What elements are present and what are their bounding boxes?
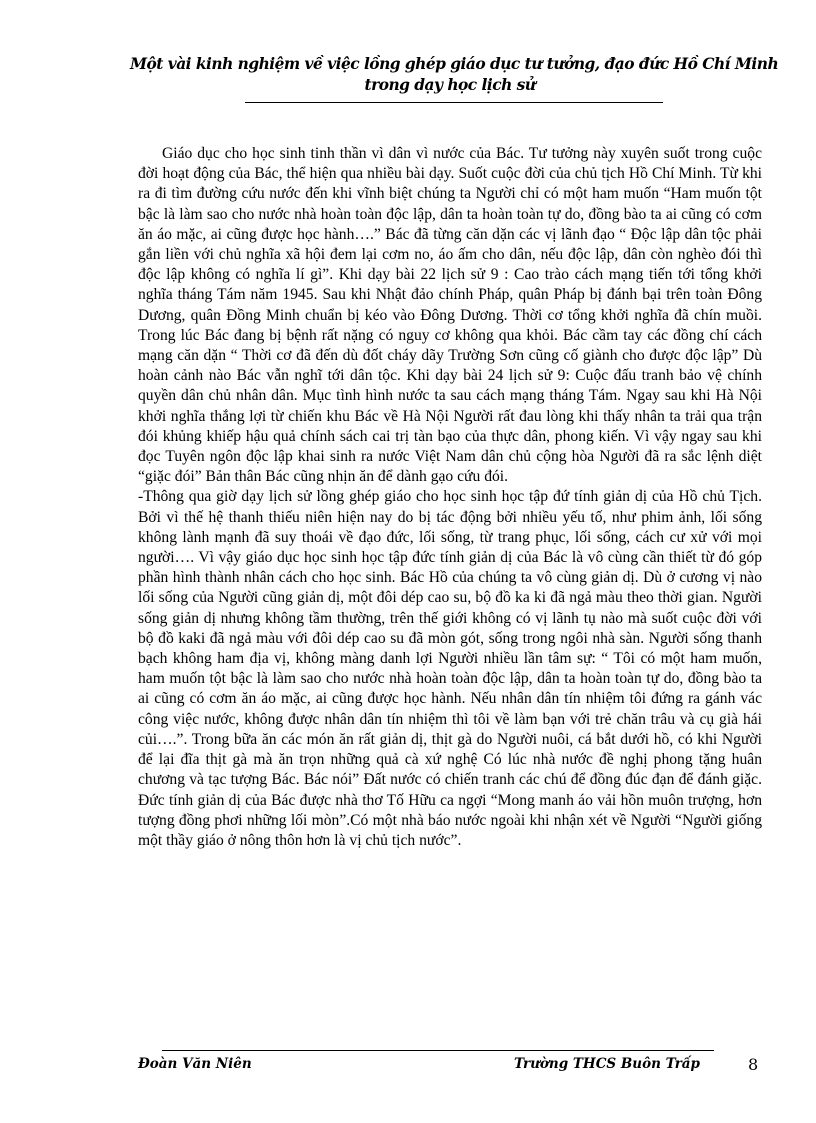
page-number: 8	[748, 1055, 759, 1074]
body-paragraph-2: -Thông qua giờ dạy lịch sử lồng ghép giáo cho học sinh học tập đứ tính giản dị của Hồ chủ Tịch. Bởi vì thế hệ thanh thiếu niên hiện nay do bị tác động bởi nhiều yếu tố, như phim ảnh, lối sống không lành mạnh đã suy thoái về đạo đức, lối sống, từ trang phục, lối sống, cách cư xử với mọi người…. Vì vậy giáo dục học sinh học tập đức tính giản dị của Bác là vô cùng cần thiết từ đó góp phần hình thành nhân cách cho học sinh. Bác Hồ của chúng ta vô cùng giản dị. Dù ở cương vị nào lối sống của Người cũng giản dị, một đôi dép cao su, bộ đồ ka ki đã ngả màu theo thời gian. Người sống giản dị nhưng không tầm thường, trên thế giới không có vị lãnh tụ nào mà suốt cuộc đời với bộ đồ kaki đã ngả màu với đôi dép cao su đã mòn gót, sống trong ngôi nhà sàn. Người sống thanh bạch không ham địa vị, không màng danh lợi Người nhiều lần tâm sự: “ Tôi có một ham muốn, ham muốn tột bậc là làm sao cho nước nhà hoàn toàn độc lập, dân ta hoàn toàn tự do, đồng bào ta ai cũng có cơm ăn áo mặc, ai cũng được học hành. Nếu nhân dân tín nhiệm tôi đứng ra gánh vác công việc nước, không được nhân dân tín nhiệm thì tôi về làm bạn với trẻ chăn trâu và cụ già hái củi….”. Trong bữa ăn các món ăn rất giản dị, thịt gà do Người nuôi, cá bắt dưới hồ, có khi Người để lại đĩa thịt gà mà ăn trọn những quả cà xứ nghệ Có lúc nhà nước đề nghị phong tặng huân chương và tạc tượng Bác. Bác nói” Đất nước có chiến tranh các chú để đồng đúc đạn để đánh giặc. Đức tính giản dị của Bác được nhà thơ Tố Hữu ca ngợi “Mong manh áo vải hồn muôn trượng, hơn tượng đồng phơi những lối mòn”.Có một nhà báo nước ngoài khi nhận xét về Người “Người giống một thầy giáo ở nông thôn hơn là vị chủ tịch nước”.	[138, 488, 762, 849]
footer-school: Trường THCS Buôn Trấp	[513, 1056, 700, 1072]
page-footer	[138, 1054, 770, 1078]
document-title-line-1: Một vài kinh nghiệm về việc lồng ghép giáo dục tư tưởng, đạo đức Hồ Chí Minh	[130, 55, 779, 73]
footer-divider	[162, 1050, 714, 1051]
footer-author: Đoàn Văn Niên	[138, 1056, 252, 1072]
document-body	[138, 144, 762, 851]
header-divider	[245, 102, 663, 103]
document-title-line-2: trong dạy học lịch sử	[364, 76, 536, 94]
document-title	[130, 54, 779, 96]
body-paragraph-1: Giáo dục cho học sinh tinh thần vì dân vì nước của Bác. Tư tưởng này xuyên suốt trong cuộc đời hoạt động của Bác, thể hiện qua nhiều bài dạy. Suốt cuộc đời của chủ tịch Hồ Chí Minh. Từ khi ra đi tìm đường cứu nước đến khi vĩnh biệt chúng ta Người chỉ có một ham muốn “Ham muốn tột bậc là làm sao cho nước nhà hoàn toàn độc lập, dân ta hoàn toàn tự do, đồng bào ta ai cũng có cơm ăn áo mặc, ai cũng được học hành….” Bác đã từng căn dặn các vị lãnh đạo “ Độc lập dân tộc phải gắn liền với chủ nghĩa xã hội đem lại cơm no, áo ấm cho dân, nếu độc lập, dân còn nghèo đói thì độc lập không có nghĩa lí gì”. Khi dạy bài 22 lịch sử 9 : Cao trào cách mạng tiến tới tổng khởi nghĩa tháng Tám năm 1945. Sau khi Nhật đảo chính Pháp, quân Pháp bị đánh bại trên toàn Đông Dương, quân Đồng Minh chuẩn bị kéo vào Đông Dương. Thời cơ tổng khởi nghĩa đã chín muồi. Trong lúc Bác đang bị bệnh rất nặng có nguy cơ không qua khỏi. Bác cầm tay các đồng chí cách mạng căn dặn “ Thời cơ đã đến dù đốt cháy dãy Trường Sơn cũng cố giành cho được độc lập” Dù hoàn cảnh nào Bác vẫn nghĩ tới dân tộc. Khi dạy bài 24 lịch sử 9: Cuộc đấu tranh bảo vệ chính quyền dân chủ nhân dân. Mục tình hình nước ta sau cách mạng tháng Tám. Ngay sau khi Hà Nội khởi nghĩa thắng lợi từ chiến khu Bác về Hà Nội Người rất đau lòng khi thấy nhân ta trải qua trận đói khủng khiếp hậu quả chính sách cai trị tàn bạo của thực dân, phong kiến. Vì vậy ngay sau khi đọc Tuyên ngôn độc lập khai sinh ra nước Việt Nam dân chủ cộng hòa Người đã ra sắc lệnh diệt “giặc đói” Bản thân Bác cũng nhịn ăn để dành gạo cứu đói.	[138, 145, 762, 486]
